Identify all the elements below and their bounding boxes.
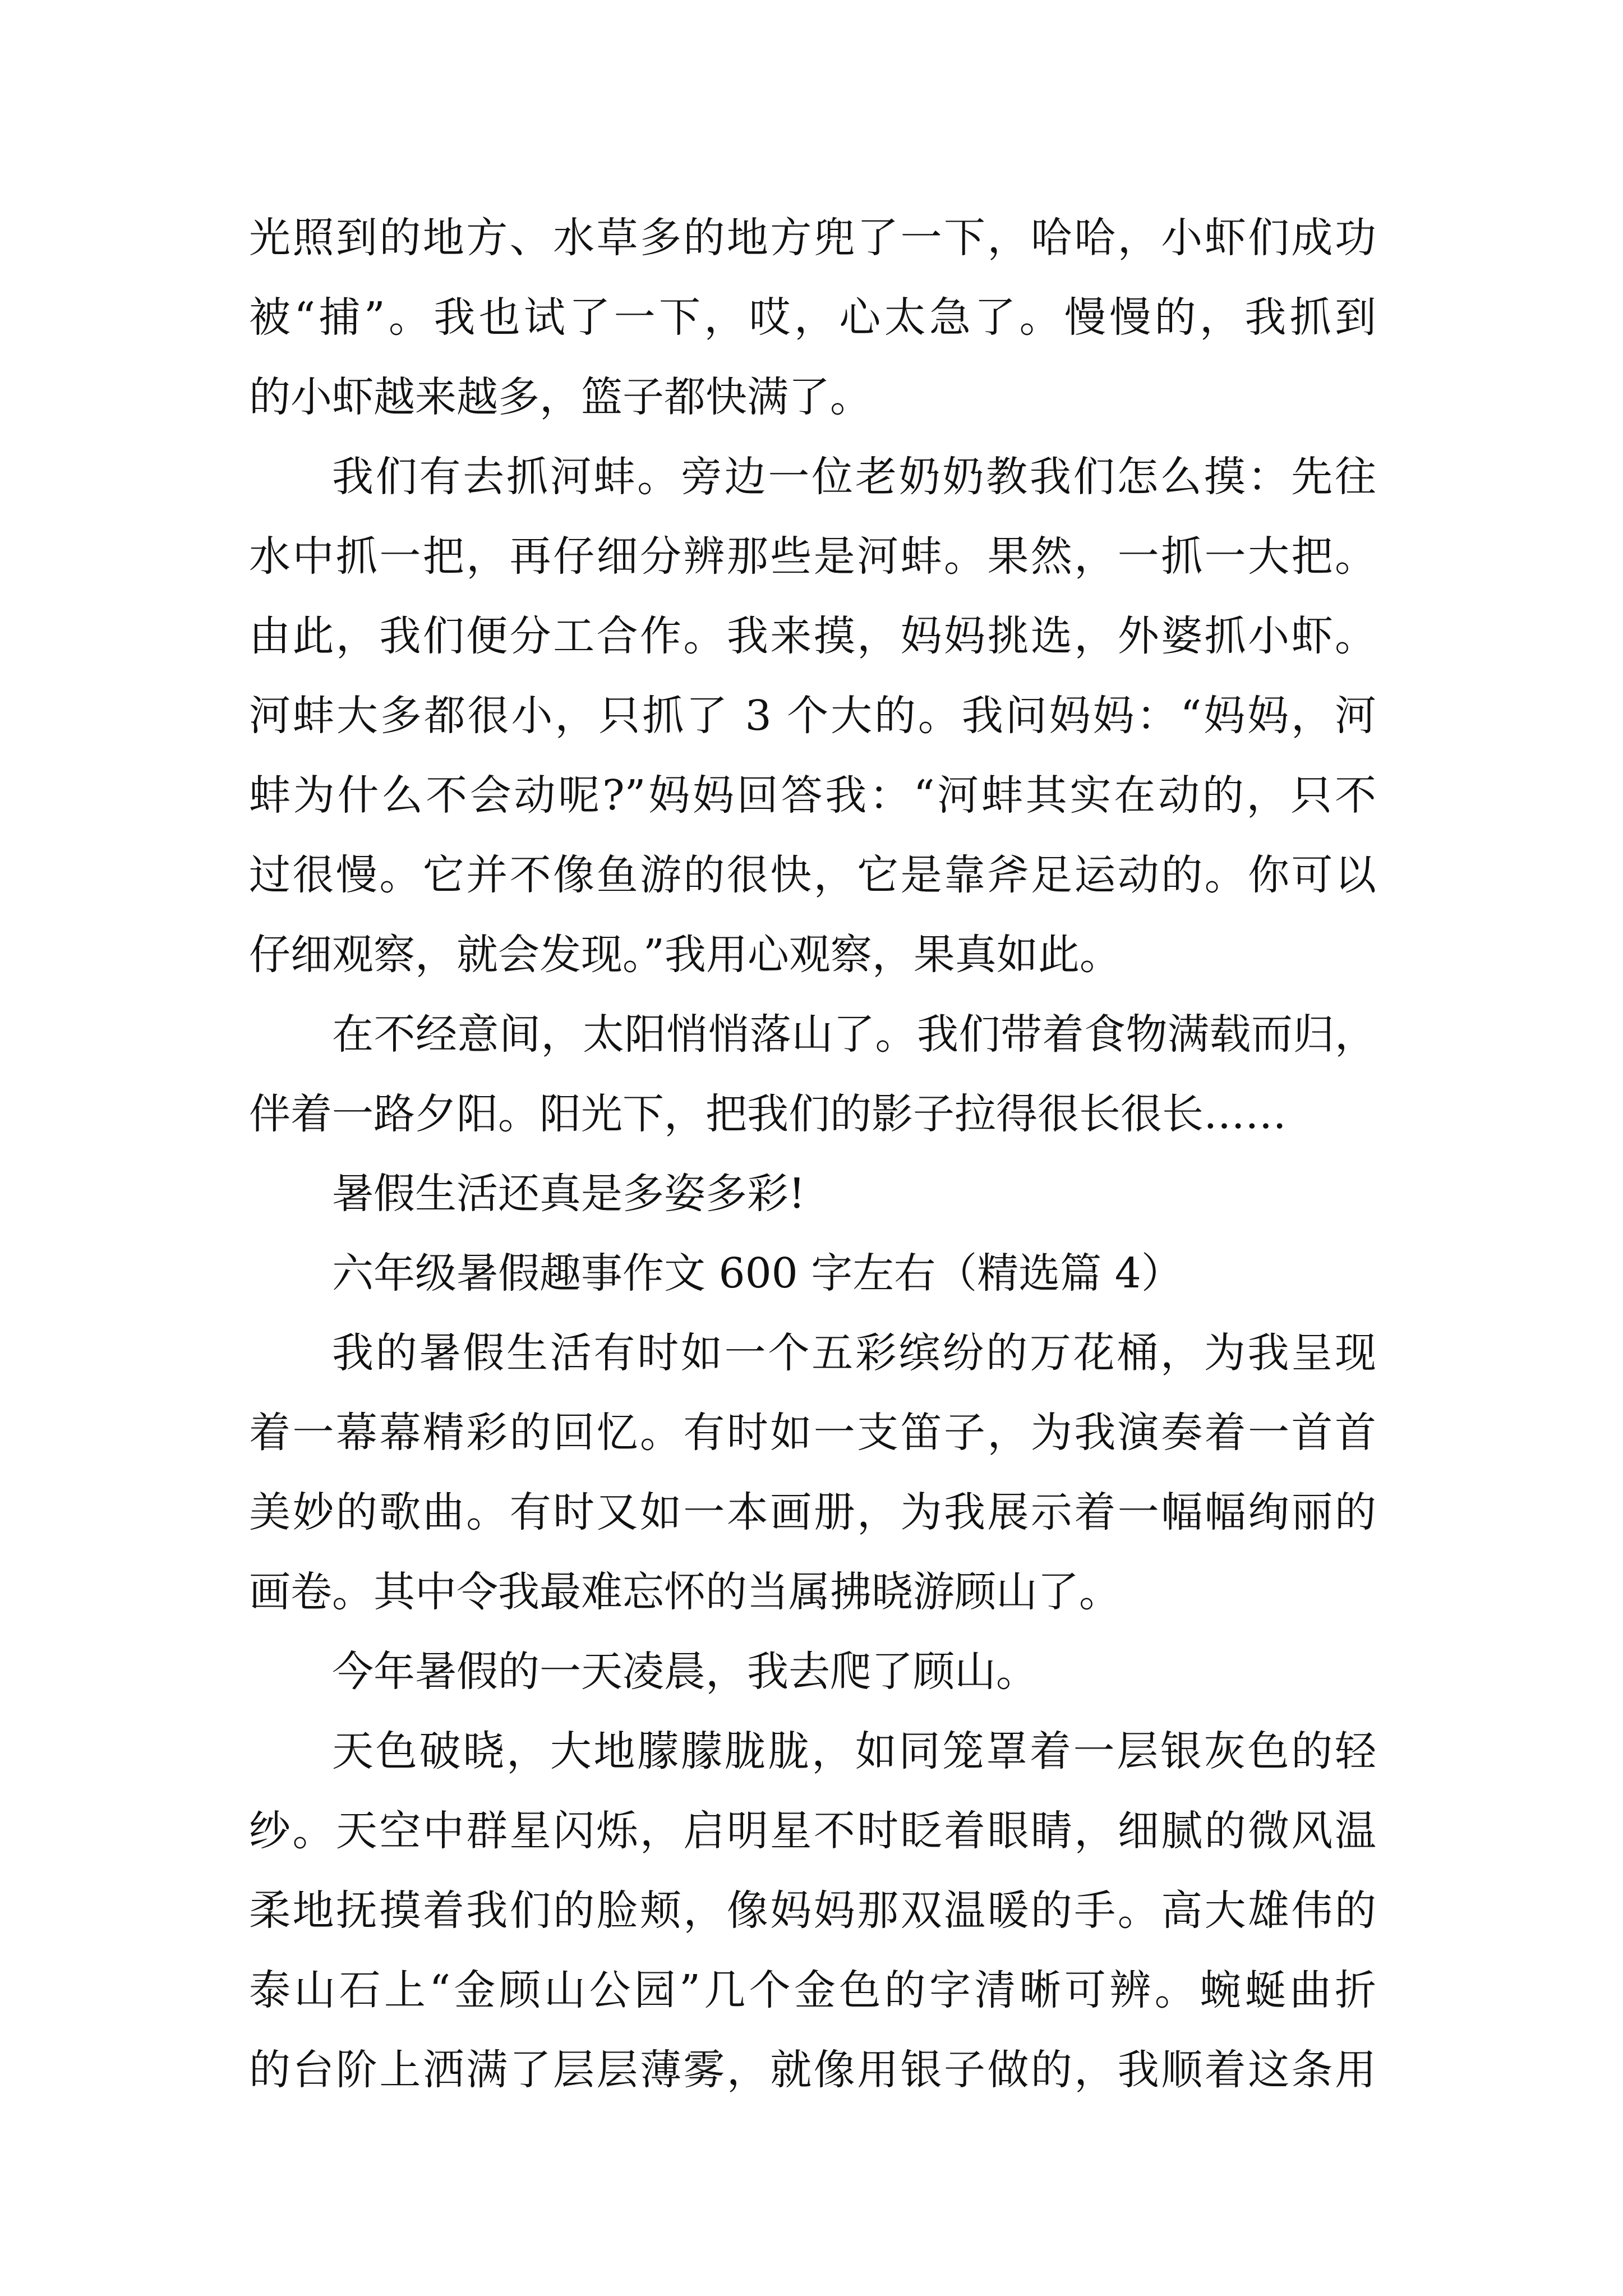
text-line: 的小虾越来越多，篮子都快满了。	[249, 373, 872, 421]
text-line: 纱。天空中群星闪烁，启明星不时眨着眼睛，细腻的微风温	[249, 1807, 1376, 1855]
text-line: 画卷。其中令我最难忘怀的当属拂晓游顾山了。	[249, 1568, 1121, 1616]
document-body	[249, 198, 1376, 2110]
text-line: 伴着一路夕阳。阳光下，把我们的影子拉得很长很长……	[249, 1090, 1287, 1138]
text-line: 泰山石上“金顾山公园”几个金色的字清晰可辨。蜿蜒曲折	[249, 1966, 1376, 2014]
text-line: 在不经意间，太阳悄悄落山了。我们带着食物满载而归，	[332, 1010, 1376, 1059]
text-line: 水中抓一把，再仔细分辨那些是河蚌。果然，一抓一大把。	[249, 532, 1376, 581]
paragraph	[249, 1313, 1376, 1632]
paragraph	[249, 1632, 1376, 1711]
text-line: 天色破晓，大地朦朦胧胧，如同笼罩着一层银灰色的轻	[332, 1727, 1376, 1775]
text-line: 我的暑假生活有时如一个五彩缤纷的万花桶，为我呈现	[332, 1329, 1376, 1377]
text-line: 蚌为什么不会动呢?”妈妈回答我：“河蚌其实在动的，只不	[249, 771, 1376, 820]
text-line: 光照到的地方、水草多的地方兜了一下，哈哈，小虾们成功	[249, 214, 1376, 262]
paragraph	[249, 437, 1376, 995]
section-heading	[249, 1234, 1376, 1313]
text-line: 美妙的歌曲。有时又如一本画册，为我展示着一幅幅绚丽的	[249, 1488, 1376, 1536]
text-line: 仔细观察，就会发现。”我用心观察，果真如此。	[249, 931, 1121, 979]
text-line: 暑假生活还真是多姿多彩!	[332, 1170, 805, 1218]
paragraph	[249, 1154, 1376, 1234]
paragraph	[249, 1711, 1376, 2110]
text-line: 由此，我们便分工合作。我来摸，妈妈挑选，外婆抓小虾。	[249, 612, 1376, 660]
text-line: 着一幕幕精彩的回忆。有时如一支笛子，为我演奏着一首首	[249, 1409, 1376, 1457]
text-line: 今年暑假的一天凌晨，我去爬了顾山。	[332, 1648, 1038, 1696]
paragraph	[249, 995, 1376, 1154]
text-line: 的台阶上洒满了层层薄雾，就像用银子做的，我顺着这条用	[249, 2046, 1376, 2094]
text-line: 过很慢。它并不像鱼游的很快，它是靠斧足运动的。你可以	[249, 851, 1376, 899]
text-line: 河蚌大多都很小，只抓了 3 个大的。我问妈妈：“妈妈，河	[249, 692, 1376, 740]
text-line: 被“捕”。我也试了一下，哎，心太急了。慢慢的，我抓到	[249, 293, 1376, 342]
paragraph	[249, 198, 1376, 437]
text-line: 柔地抚摸着我们的脸颊，像妈妈那双温暖的手。高大雄伟的	[249, 1887, 1376, 1935]
text-line: 我们有去抓河蚌。旁边一位老奶奶教我们怎么摸：先往	[332, 453, 1376, 501]
heading-line: 六年级暑假趣事作文 600 字左右（精选篇 4）	[332, 1249, 1183, 1297]
